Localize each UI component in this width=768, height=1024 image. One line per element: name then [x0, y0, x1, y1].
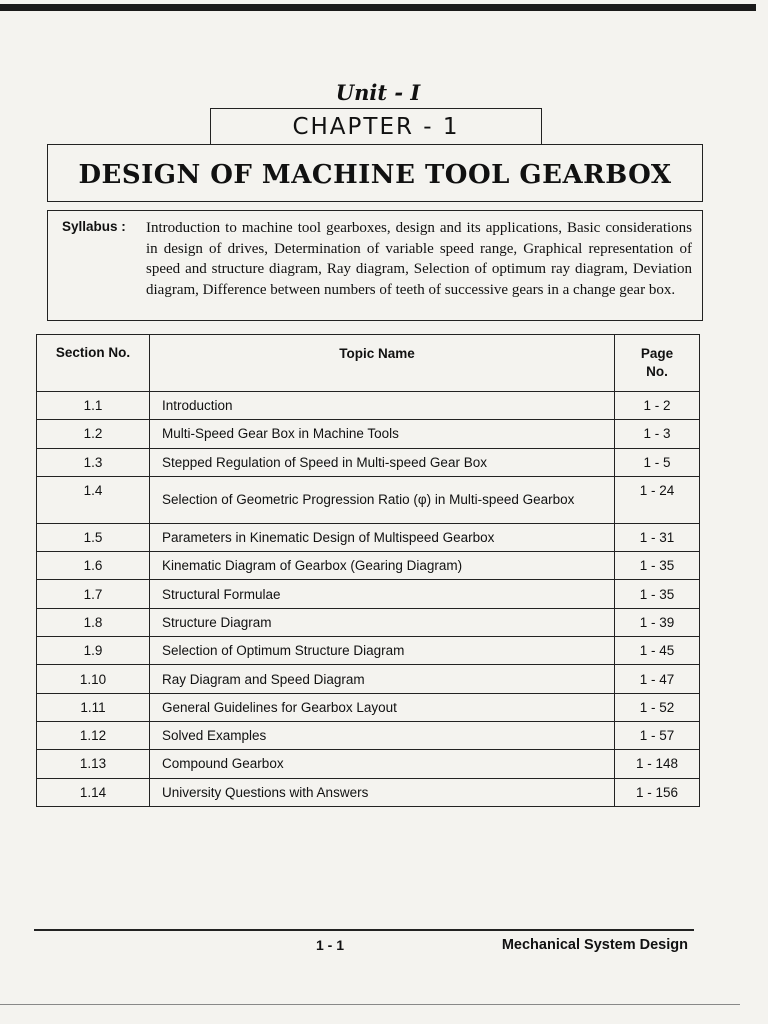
- row-topic: Compound Gearbox: [150, 750, 615, 778]
- row-page: 1 - 31: [615, 523, 700, 551]
- row-topic: Stepped Regulation of Speed in Multi-speed Gear Box: [150, 448, 615, 476]
- table-row: [37, 552, 700, 580]
- row-section: 1.3: [37, 448, 150, 476]
- table-row: [37, 693, 700, 721]
- row-topic: Solved Examples: [150, 721, 615, 749]
- header-section-no: Section No.: [37, 335, 150, 392]
- table-row: [37, 392, 700, 420]
- chapter-title: DESIGN OF MACHINE TOOL GEARBOX: [47, 144, 703, 202]
- syllabus-box: [47, 210, 703, 321]
- table-row: [37, 750, 700, 778]
- header-topic-name: Topic Name: [150, 335, 615, 392]
- table-row: [37, 778, 700, 806]
- row-page: 1 - 2: [615, 392, 700, 420]
- header-page-no: [615, 335, 700, 392]
- table-row: [37, 608, 700, 636]
- footer-rule: [34, 929, 694, 931]
- row-page: 1 - 156: [615, 778, 700, 806]
- row-page: 1 - 45: [615, 637, 700, 665]
- row-section: 1.14: [37, 778, 150, 806]
- row-topic: Selection of Geometric Progression Ratio (φ) in Multi-speed Gearbox: [150, 476, 615, 523]
- row-topic: Multi-Speed Gear Box in Machine Tools: [150, 420, 615, 448]
- row-section: 1.4: [37, 476, 150, 523]
- table-row: [37, 721, 700, 749]
- bottom-rule: [0, 1004, 740, 1005]
- row-page: 1 - 148: [615, 750, 700, 778]
- top-rule: [0, 4, 756, 11]
- header-page-no-text: Page No.: [640, 346, 674, 379]
- footer-book-title: Mechanical System Design: [501, 937, 688, 953]
- row-section: 1.13: [37, 750, 150, 778]
- row-topic: Parameters in Kinematic Design of Multispeed Gearbox: [150, 523, 615, 551]
- table-row: [37, 476, 700, 523]
- row-topic: Structure Diagram: [150, 608, 615, 636]
- row-section: 1.6: [37, 552, 150, 580]
- table-row: [37, 580, 700, 608]
- row-section: 1.8: [37, 608, 150, 636]
- row-topic: Introduction: [150, 392, 615, 420]
- row-topic: General Guidelines for Gearbox Layout: [150, 693, 615, 721]
- row-page: 1 - 24: [615, 476, 700, 523]
- row-page: 1 - 35: [615, 552, 700, 580]
- row-section: 1.5: [37, 523, 150, 551]
- row-section: 1.7: [37, 580, 150, 608]
- row-topic: University Questions with Answers: [150, 778, 615, 806]
- contents-table: [36, 334, 700, 807]
- row-topic: Structural Formulae: [150, 580, 615, 608]
- syllabus-label: Syllabus :: [62, 219, 126, 234]
- row-section: 1.12: [37, 721, 150, 749]
- footer-page-number: 1 - 1: [315, 937, 344, 953]
- row-section: 1.2: [37, 420, 150, 448]
- row-section: 1.11: [37, 693, 150, 721]
- row-page: 1 - 39: [615, 608, 700, 636]
- unit-label: Unit - I: [335, 80, 421, 105]
- table-row: [37, 523, 700, 551]
- row-page: 1 - 52: [615, 693, 700, 721]
- row-topic: Ray Diagram and Speed Diagram: [150, 665, 615, 693]
- table-row: [37, 665, 700, 693]
- row-page: 1 - 3: [615, 420, 700, 448]
- table-row: [37, 637, 700, 665]
- row-topic: Kinematic Diagram of Gearbox (Gearing Diagram): [150, 552, 615, 580]
- chapter-heading: CHAPTER - 1: [210, 108, 542, 145]
- syllabus-text: Introduction to machine tool gearboxes, design and its applications, Basic considerations in design of drives, Determination of variable speed range, Graphical representation of speed and structure diagram, Ray diagram, Selection of optimum ray diagram, Deviation diagram, Difference between numbers of teeth of successive gears in a change gear box.: [146, 220, 692, 298]
- row-section: 1.10: [37, 665, 150, 693]
- row-section: 1.9: [37, 637, 150, 665]
- row-topic: Selection of Optimum Structure Diagram: [150, 637, 615, 665]
- row-page: 1 - 5: [615, 448, 700, 476]
- table-header-row: [37, 335, 700, 392]
- row-section: 1.1: [37, 392, 150, 420]
- table-row: [37, 448, 700, 476]
- row-page: 1 - 35: [615, 580, 700, 608]
- row-page: 1 - 47: [615, 665, 700, 693]
- row-page: 1 - 57: [615, 721, 700, 749]
- table-row: [37, 420, 700, 448]
